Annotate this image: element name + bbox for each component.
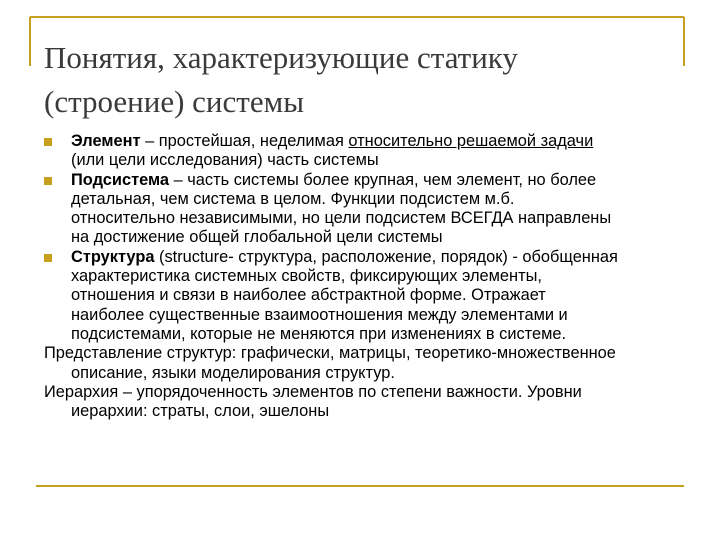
square-bullet-icon: [44, 138, 52, 146]
bullet-line: (или цели исследования) часть системы: [71, 151, 379, 170]
bottom-rule: [36, 485, 684, 487]
underlined-text: относительно решаемой задачи: [348, 132, 594, 150]
bullet-line: отношения и связи в наиболее абстрактной форме. Отражает: [71, 286, 546, 305]
paragraph-line: Иерархия – упорядоченность элементов по степени важности. Уровни: [44, 382, 582, 401]
term-subsystem: Подсистема: [71, 170, 170, 189]
slide-body: [44, 132, 684, 421]
paragraph-structure-representation: [44, 344, 684, 383]
bullet-line: наиболее существенные взаимоотношения между элементами и: [71, 305, 568, 324]
paragraph-line: Представление структур: графически, матрицы, теоретико-множественное: [44, 344, 616, 363]
bullet-line: детальная, чем система в целом. Функции подсистем м.б.: [71, 189, 515, 208]
bullet-text: – простейшая, неделимая: [140, 132, 349, 150]
square-bullet-icon: [44, 254, 52, 262]
bullet-line: подсистемами, которые не меняются при изменениях в системе.: [71, 324, 567, 343]
bullet-text: – часть системы более крупная, чем элемент, но более: [169, 170, 597, 189]
paragraph-line: иерархии: страты, слои, эшелоны: [71, 402, 330, 421]
term-element: Элемент: [71, 132, 141, 150]
title-line-1: Понятия, характеризующие статику: [44, 40, 518, 75]
bullet-structure: [44, 248, 684, 344]
square-bullet-icon: [44, 177, 52, 185]
bullet-element: [44, 132, 684, 171]
paragraph-hierarchy: [44, 383, 684, 422]
bullet-line: относительно независимыми, но цели подсистем ВСЕГДА направлены: [71, 209, 612, 228]
bullet-subsystem: [44, 171, 684, 248]
paragraph-line: описание, языки моделирования структур.: [71, 363, 395, 382]
bullet-line: на достижение общей глобальной цели системы: [71, 228, 443, 247]
bullet-line: характеристика системных свойств, фиксирующих элементы,: [71, 267, 542, 286]
title-line-2: (строение) системы: [44, 84, 305, 119]
slide-title: [44, 36, 694, 124]
term-structure: Структура: [71, 247, 155, 266]
bullet-text: (structure- структура, расположение, порядок) - обобщенная: [154, 247, 618, 266]
